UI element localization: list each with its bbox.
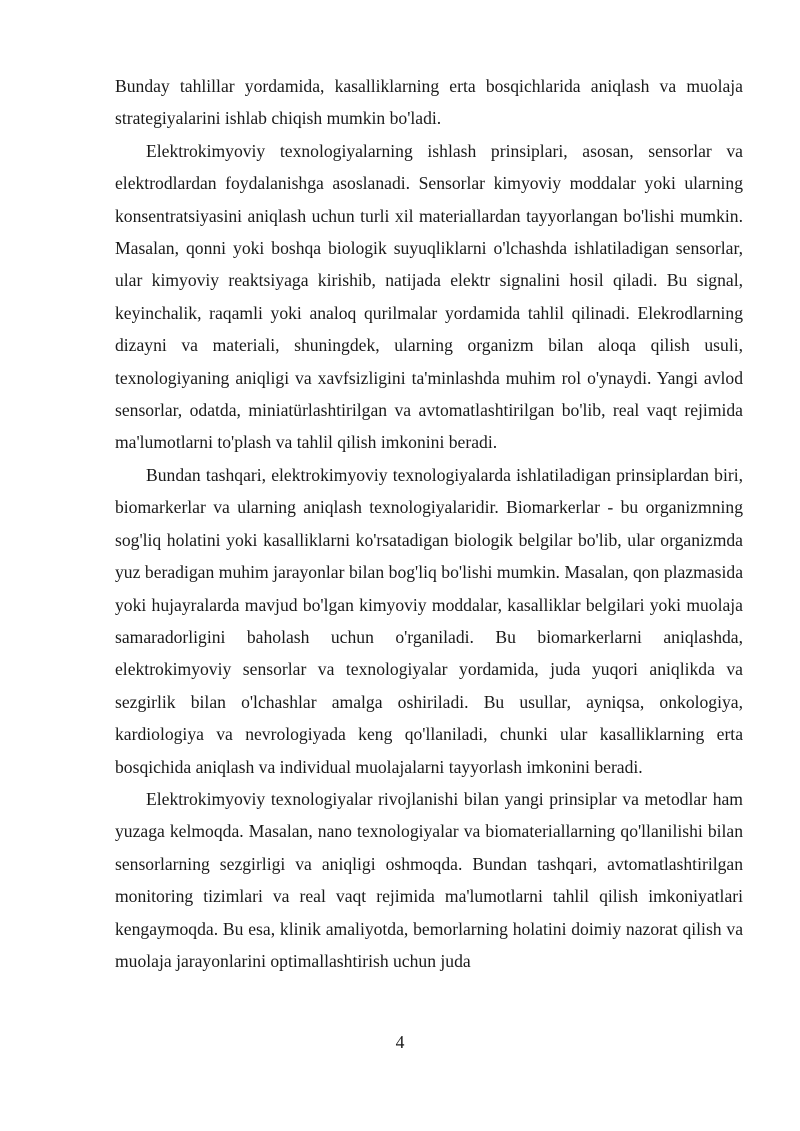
page-number: 4 [395, 1032, 405, 1052]
paragraph-biomarkers: Bundan tashqari, elektrokimyoviy texnologiyalarda ishlatiladigan prinsiplardan biri, biomarkerlar va ularning aniqlash texnologiyalaridir. Biomarkerlar - bu organizmning sog'liq holatini yoki kasalliklarni ko'rsatadigan biologik belgilar bo'lib, ular organizmda yuz beradigan muhim jarayonlar bilan bog'liq bo'lishi mumkin. Masalan, qon plazmasida yoki hujayralarda mavjud bo'lgan kimyoviy moddalar, kasalliklar belgilari yoki muolaja samaradorligini baholash uchun o'rganiladi. Bu biomarkerlarni aniqlashda, elektrokimyoviy sensorlar va texnologiyalar yordamida, juda yuqori aniqlikda va sezgirlik bilan o'lchashlar amalga oshiriladi. Bu usullar, ayniqsa, onkologiya, kardiologiya va nevrologiyada keng qo'llaniladi, chunki ular kasalliklarning erta bosqichida aniqlash va individual muolajalarni tayyorlash imkonini beradi. [115, 464, 743, 777]
paragraph-new-methods: Elektrokimyoviy texnologiyalar rivojlanishi bilan yangi prinsiplar va metodlar ham yuzaga kelmoqda. Masalan, nano texnologiyalar va biomateriallarning qo'llanilishi bilan sensorlarning sezgirligi va aniqligi oshmoqda. Bundan tashqari, avtomatlashtirilgan monitoring tizimlari va real vaqt rejimida ma'lumotlarni tahlil qilish imkoniyatlari kengaymoqda. Bu esa, klinik amaliyotda, bemorlarning holatini doimiy nazorat qilish va muolaja jarayonlarini optimallashtirish uchun juda [115, 788, 743, 971]
paragraph-working-principles: Elektrokimyoviy texnologiyalarning ishlash prinsiplari, asosan, sensorlar va elektrodlardan foydalanishga asoslanadi. Sensorlar kimyoviy moddalar yoki ularning konsentratsiyasini aniqlash uchun turli xil materiallardan tayyorlangan bo'lishi mumkin. Masalan, qonni yoki boshqa biologik suyuqliklarni o'lchashda ishlatiladigan sensorlar, ular kimyoviy reaktsiyaga kirishib, natijada elektr signalini hosil qiladi. Bu signal, keyinchalik, raqamli yoki analoq qurilmalar yordamida tahlil qilinadi. Elekrodlarning dizayni va materiali, shuningdek, ularning organizm bilan aloqa qilish usuli, texnologiyaning aniqligi va xavfsizligini ta'minlashda muhim rol o'ynaydi. Yangi avlod sensorlar, odatda, miniatürlashtirilgan va avtomatlashtirilgan bo'lib, real vaqt rejimida ma'lumotlarni to'plash va tahlil qilish imkonini beradi. [115, 140, 743, 453]
document-page [115, 70, 743, 977]
paragraph-continuation: Bunday tahlillar yordamida, kasalliklarning erta bosqichlarida aniqlash va muolaja strategiyalarini ishlab chiqish mumkin bo'ladi. [115, 76, 743, 129]
